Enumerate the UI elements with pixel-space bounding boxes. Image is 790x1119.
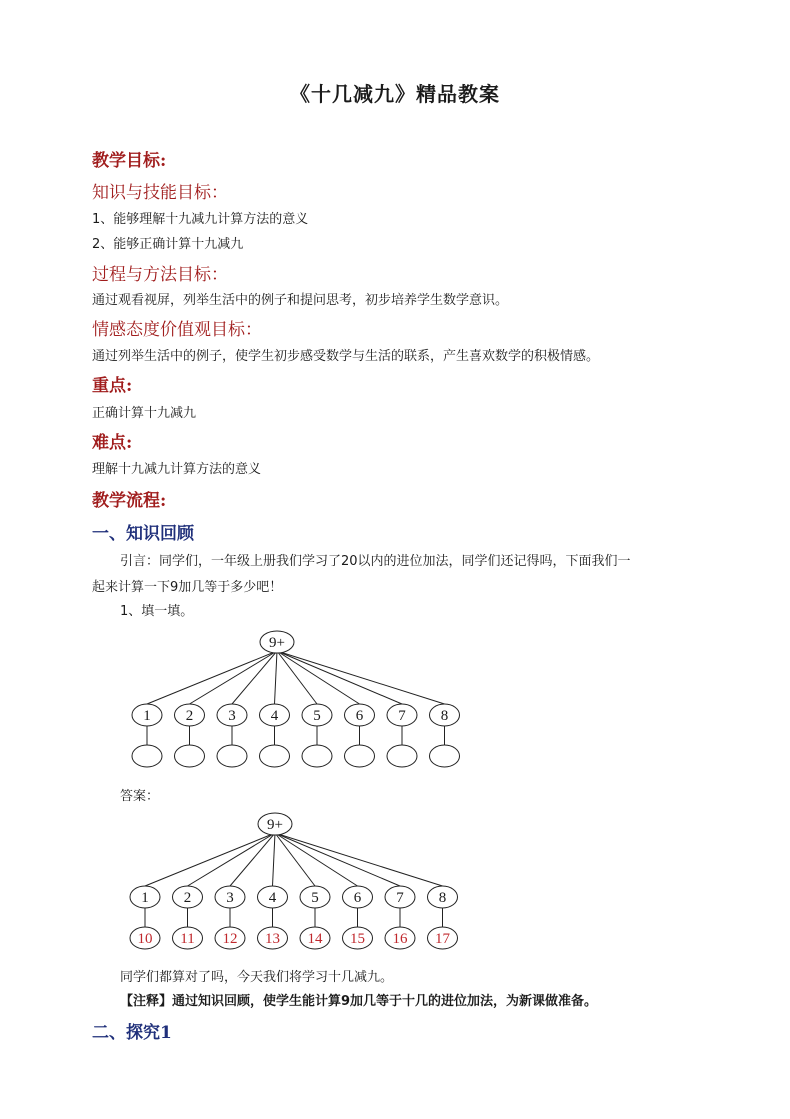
tree2-result-label: 15 [350, 931, 365, 947]
tree2-spoke-line [188, 833, 276, 886]
difficulty-text: 理解十九减九计算方法的意义 [92, 462, 262, 477]
tree1-addend-label: 5 [313, 708, 321, 724]
tree2-result-label: 17 [435, 931, 450, 947]
addition-tree-diagram-blank [120, 626, 480, 776]
process-method-text: 通过观看视屏，列举生活中的例子和提问思考，初步培养学生数学意识。 [92, 293, 509, 308]
tree1-addend-label: 4 [270, 708, 279, 724]
tree1-addend-label: 1 [143, 708, 151, 724]
key-point-heading: 重点: [92, 376, 133, 396]
tree2-spoke-line [275, 833, 443, 886]
tree2-result-label: 16 [392, 931, 408, 947]
tree2-addend-label: 7 [396, 890, 404, 906]
emotion-values-heading: 情感态度价值观目标： [92, 320, 262, 340]
key-point-text: 正确计算十九减九 [92, 406, 197, 421]
tree1-result-node [387, 745, 417, 767]
tree2-result-label: 11 [180, 931, 195, 947]
tree2-result-label: 14 [307, 931, 323, 947]
tree2-addend-label: 4 [268, 890, 277, 906]
tree1-spoke-line [190, 651, 278, 704]
tree1-spoke-line [147, 651, 277, 704]
tree1-result-node [175, 745, 205, 767]
teaching-goals-heading: 教学目标: [92, 151, 167, 171]
tree2-addend-label: 2 [183, 890, 192, 906]
addition-tree-diagram-answer [118, 808, 478, 958]
tree2-root-label: 9+ [267, 817, 283, 833]
part1-heading: 一、知识回顾 [92, 524, 194, 544]
teaching-flow-heading: 教学流程: [92, 491, 167, 511]
part2-heading: 二、探究1 [92, 1023, 172, 1043]
intro-line-1: 引言：同学们，一年级上册我们学习了20以内的进位加法，同学们还记得吗，下面我们一 [120, 554, 631, 569]
tree2-addend-label: 6 [353, 890, 362, 906]
process-method-heading: 过程与方法目标： [92, 265, 228, 285]
page-title: 《十几减九》精品教案 [290, 82, 500, 106]
tree1-result-node [260, 745, 290, 767]
tree2-result-label: 12 [222, 931, 238, 947]
answer-label: 答案： [120, 789, 160, 804]
tree1-spoke-line [277, 651, 445, 704]
tree2-spoke-line [275, 833, 400, 886]
tree1-addend-label: 8 [440, 708, 449, 724]
intro-line-2: 起来计算一下9加几等于多少吧！ [92, 580, 283, 595]
task-fill-in: 1、填一填。 [120, 604, 194, 619]
tree1-spoke-line [232, 651, 277, 704]
tree2-spoke-line [273, 833, 276, 886]
tree1-addend-label: 3 [228, 708, 236, 724]
tree1-result-node [345, 745, 375, 767]
tree1-result-node [217, 745, 247, 767]
tree2-spoke-line [145, 833, 275, 886]
tree1-result-node [302, 745, 332, 767]
tree1-addend-label: 2 [185, 708, 194, 724]
difficulty-heading: 难点: [92, 433, 133, 453]
tree1-result-node [132, 745, 162, 767]
tree1-result-node [430, 745, 460, 767]
tree1-root-label: 9+ [269, 635, 285, 651]
tree1-addend-label: 7 [398, 708, 406, 724]
note-text: 【注释】通过知识回顾，使学生能计算9加几等于十几的进位加法，为新课做准备。 [120, 994, 598, 1009]
tree2-spoke-line [230, 833, 275, 886]
tree2-addend-label: 8 [438, 890, 447, 906]
tree1-addend-label: 6 [355, 708, 364, 724]
tree1-spoke-line [275, 651, 278, 704]
tree2-result-label: 13 [265, 931, 280, 947]
knowledge-skills-heading: 知识与技能目标： [92, 183, 228, 203]
wrap-up-text: 同学们都算对了吗，今天我们将学习十几减九。 [120, 970, 394, 985]
tree2-addend-label: 1 [141, 890, 149, 906]
goal-item-2: 2、能够正确计算十九减九 [92, 237, 244, 252]
emotion-values-text: 通过列举生活中的例子，使学生初步感受数学与生活的联系，产生喜欢数学的积极情感。 [92, 349, 600, 364]
tree1-spoke-line [277, 651, 402, 704]
tree2-addend-label: 3 [226, 890, 234, 906]
tree2-spoke-line [275, 833, 358, 886]
tree2-result-label: 10 [137, 931, 153, 947]
tree1-spoke-line [277, 651, 360, 704]
goal-item-1: 1、能够理解十九减九计算方法的意义 [92, 212, 309, 227]
tree2-addend-label: 5 [311, 890, 319, 906]
